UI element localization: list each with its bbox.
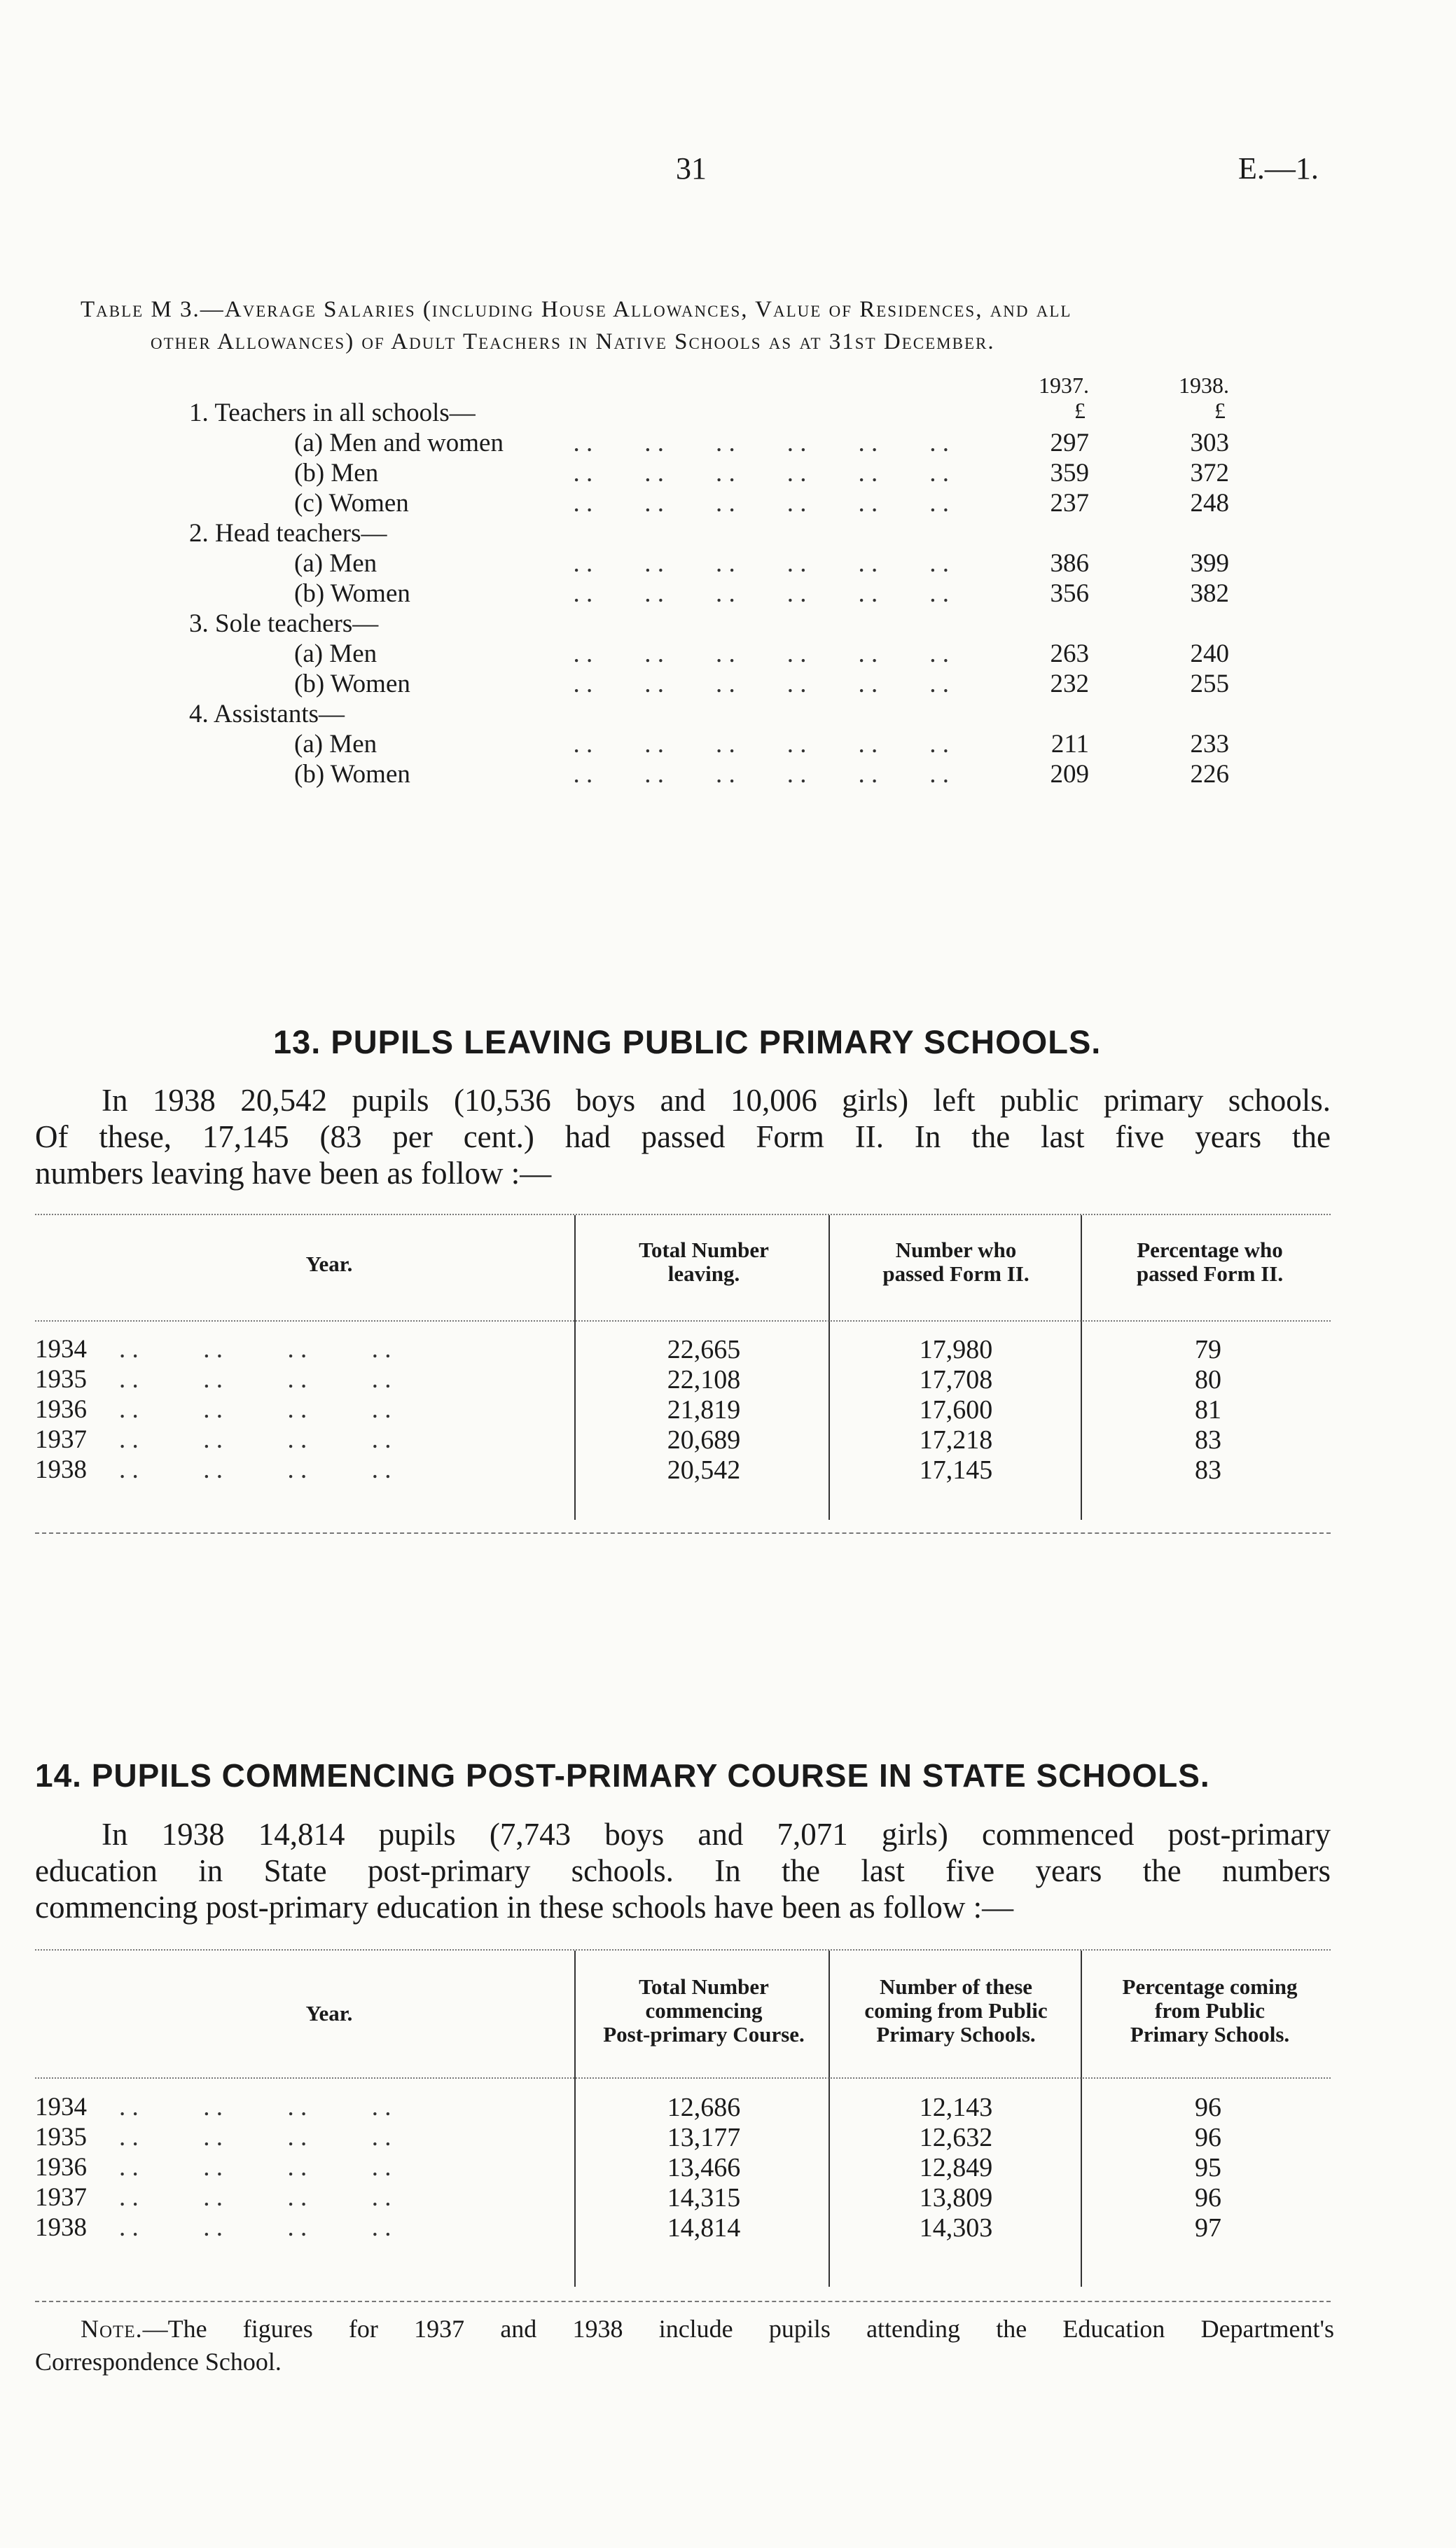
section-14-paragraph <box>35 1816 1331 1925</box>
section-13-para-line2: Of these, 17,145 (83 per cent.) had passed Form II. In the last five years the <box>35 1119 1331 1154</box>
table-m3-value-1938: 248 <box>1190 489 1229 518</box>
table-14-col-total-line1: Total Number <box>639 1974 769 1999</box>
leader-dots: . . . . . . . . . . . . <box>560 429 949 457</box>
table-13-col-passed <box>837 1238 1075 1286</box>
table-row-total: 14,315 <box>667 2183 741 2213</box>
table-row-passed: 17,708 <box>919 1365 993 1394</box>
table-14-col-total-line3: Post-primary Course. <box>603 2022 805 2047</box>
table-m3-group-title: 1. Teachers in all schools— <box>189 399 476 427</box>
table-13-col-total-line2: leaving. <box>667 1261 740 1286</box>
table-13-col-total-line1: Total Number <box>639 1238 769 1262</box>
table-13-col-passed-line1: Number who <box>895 1238 1017 1262</box>
table-13-col-year: Year. <box>305 1252 353 1276</box>
section-13-para-line3: numbers leaving have been as follow :— <box>35 1156 552 1191</box>
table-m3-value-1938: 226 <box>1190 760 1229 789</box>
table-row-total: 22,108 <box>667 1365 741 1394</box>
table-row-total: 21,819 <box>667 1395 741 1425</box>
table-row-total: 14,814 <box>667 2213 741 2243</box>
leader-dots: . . . . . . . . <box>119 1335 391 1364</box>
leader-dots: . . . . . . . . <box>119 2153 391 2182</box>
table-14-divider-3 <box>1081 1951 1082 2287</box>
table-m3-value-1938: 399 <box>1190 549 1229 578</box>
table-m3-value-1937: 297 <box>1050 429 1089 457</box>
table-row-year: 1936 <box>35 2153 87 2182</box>
table-13-col-passed-line2: passed Form II. <box>882 1261 1029 1286</box>
table-m3-value-1938: 372 <box>1190 459 1229 487</box>
section-13-heading: 13. PUPILS LEAVING PUBLIC PRIMARY SCHOOLS. <box>273 1023 1102 1060</box>
table-m3-row-label: (b) Men <box>294 459 379 487</box>
table-14-header-rule <box>35 2077 1331 2079</box>
leader-dots: . . . . . . . . . . . . <box>560 459 949 487</box>
table-row-passed: 17,600 <box>919 1395 993 1425</box>
table-14-col-year: Year. <box>305 2001 353 2026</box>
table-14-col-from-line1: Number of these <box>879 1974 1033 1999</box>
table-m3-value-1937: 211 <box>1051 730 1089 759</box>
table-row-percentage: 83 <box>1195 1425 1221 1455</box>
table-row-percentage: 95 <box>1195 2153 1221 2182</box>
leader-dots: . . . . . . . . . . . . <box>560 489 949 518</box>
table-row-year: 1935 <box>35 2123 87 2152</box>
table-row-total: 13,177 <box>667 2123 741 2152</box>
currency-1937: £ <box>1074 398 1086 423</box>
table-m3-value-1937: 386 <box>1050 549 1089 578</box>
table-m3-row-label: (a) Men <box>294 549 377 578</box>
leader-dots: . . . . . . . . <box>119 2123 391 2152</box>
note-text-line1: —The figures for 1937 and 1938 include pupils attending the Education Department's <box>142 2315 1334 2343</box>
table-row-year: 1937 <box>35 2183 87 2212</box>
table-row-year: 1937 <box>35 1425 87 1454</box>
table-13-top-rule <box>35 1214 1331 1215</box>
table-m3-value-1938: 255 <box>1190 670 1229 698</box>
section-14-para-line1: In 1938 14,814 pupils (7,743 boys and 7,071 girls) commenced post-primary <box>102 1817 1331 1852</box>
table-row-year: 1938 <box>35 1455 87 1484</box>
leader-dots: . . . . . . . . . . . . <box>560 730 949 759</box>
table-row-total: 22,665 <box>667 1335 741 1364</box>
table-row-percentage: 80 <box>1195 1365 1221 1394</box>
table-row-passed: 17,218 <box>919 1425 993 1455</box>
table-m3-value-1937: 232 <box>1050 670 1089 698</box>
table-m3-row-label: (b) Women <box>294 760 410 789</box>
section-13-para-line1: In 1938 20,542 pupils (10,536 boys and 10,006 girls) left public primary schools. <box>102 1083 1331 1118</box>
table-13-col-percentage <box>1089 1238 1331 1286</box>
table-14-col-from-line2: coming from Public <box>864 1998 1048 2023</box>
table-13-header-rule <box>35 1320 1331 1322</box>
table-14-divider-1 <box>574 1951 576 2287</box>
table-m3-row-label: (c) Women <box>294 489 409 518</box>
table-row-year: 1936 <box>35 1395 87 1424</box>
section-14-para-line2: education in State post-primary schools. In the last five years the numbers <box>35 1853 1331 1888</box>
table-14-col-percentage-line3: Primary Schools. <box>1130 2022 1290 2047</box>
table-row-percentage: 97 <box>1195 2213 1221 2243</box>
table-row-from: 14,303 <box>919 2213 993 2243</box>
table-row-passed: 17,145 <box>919 1455 993 1485</box>
leader-dots: . . . . . . . . . . . . <box>560 549 949 578</box>
section-14-heading: 14. PUPILS COMMENCING POST-PRIMARY COURSE IN STATE SCHOOLS. <box>35 1757 1210 1794</box>
table-row-year: 1934 <box>35 2093 87 2121</box>
table-14-bottom-rule <box>35 2301 1331 2302</box>
col-header-1938: 1938. <box>1179 373 1229 398</box>
table-m3-row-label: (a) Men <box>294 730 377 759</box>
leader-dots: . . . . . . . . <box>119 1395 391 1424</box>
table-14-col-percentage <box>1089 1975 1331 2047</box>
table-row-percentage: 81 <box>1195 1395 1221 1425</box>
table-14-col-percentage-line1: Percentage coming <box>1122 1974 1298 1999</box>
table-m3-caption-line2: other Allowances) of Adult Teachers in Native Schools as at 31st December. <box>151 329 995 354</box>
table-14-col-total-line2: commencing <box>645 1998 763 2023</box>
table-m3-value-1937: 356 <box>1050 579 1089 608</box>
note-label: Note. <box>81 2315 143 2343</box>
table-m3-value-1938: 233 <box>1190 730 1229 759</box>
table-13-divider-1 <box>574 1215 576 1520</box>
table-m3-row-label: (a) Men <box>294 639 377 668</box>
table-row-percentage: 96 <box>1195 2183 1221 2213</box>
table-m3-value-1937: 359 <box>1050 459 1089 487</box>
table-m3-value-1938: 382 <box>1190 579 1229 608</box>
table-row-percentage: 79 <box>1195 1335 1221 1364</box>
table-row-from: 12,632 <box>919 2123 993 2152</box>
table-13-bottom-rule <box>35 1532 1331 1534</box>
leader-dots: . . . . . . . . <box>119 2213 391 2242</box>
table-row-percentage: 96 <box>1195 2093 1221 2122</box>
table-row-year: 1938 <box>35 2213 87 2242</box>
note-line2: Correspondence School. <box>35 2348 282 2376</box>
table-13-divider-3 <box>1081 1215 1082 1520</box>
table-row-percentage: 96 <box>1195 2123 1221 2152</box>
table-row-year: 1934 <box>35 1335 87 1364</box>
table-row-total: 12,686 <box>667 2093 741 2122</box>
table-row-total: 13,466 <box>667 2153 741 2182</box>
table-14-col-total <box>581 1975 826 2047</box>
document-reference: E.—1. <box>1238 151 1319 186</box>
note-line1 <box>81 2313 1334 2345</box>
currency-1938: £ <box>1214 398 1226 423</box>
leader-dots: . . . . . . . . <box>119 1425 391 1454</box>
col-header-1937: 1937. <box>1039 373 1089 398</box>
table-m3-value-1937: 237 <box>1050 489 1089 518</box>
leader-dots: . . . . . . . . . . . . <box>560 670 949 698</box>
table-row-percentage: 83 <box>1195 1455 1221 1485</box>
table-m3-caption-line1: Table M 3.—Average Salaries (including House Allowances, Value of Residences, and all <box>81 297 1072 322</box>
section-13-paragraph <box>35 1082 1331 1191</box>
leader-dots: . . . . . . . . . . . . <box>560 579 949 608</box>
table-m3-row-label: (b) Women <box>294 670 410 698</box>
table-row-year: 1935 <box>35 1365 87 1394</box>
table-14-col-percentage-line2: from Public <box>1155 1998 1265 2023</box>
table-13-col-total <box>585 1238 823 1286</box>
table-m3-value-1937: 263 <box>1050 639 1089 668</box>
table-m3-row-label: (a) Men and women <box>294 429 504 457</box>
leader-dots: . . . . . . . . . . . . <box>560 760 949 789</box>
table-m3-group-title: 4. Assistants— <box>189 700 345 728</box>
page-number: 31 <box>676 151 707 186</box>
leader-dots: . . . . . . . . <box>119 2093 391 2121</box>
table-row-total: 20,689 <box>667 1425 741 1455</box>
table-13-col-percentage-line2: passed Form II. <box>1136 1261 1284 1286</box>
table-m3-row-label: (b) Women <box>294 579 410 608</box>
leader-dots: . . . . . . . . <box>119 1365 391 1394</box>
leader-dots: . . . . . . . . . . . . <box>560 639 949 668</box>
table-13-col-percentage-line1: Percentage who <box>1137 1238 1283 1262</box>
table-14-divider-2 <box>828 1951 830 2287</box>
table-m3-value-1938: 240 <box>1190 639 1229 668</box>
table-13-divider-2 <box>828 1215 830 1520</box>
table-m3-group-title: 3. Sole teachers— <box>189 609 379 638</box>
leader-dots: . . . . . . . . <box>119 1455 391 1484</box>
table-14-col-from <box>833 1975 1079 2047</box>
table-m3-value-1938: 303 <box>1190 429 1229 457</box>
table-row-from: 12,143 <box>919 2093 993 2122</box>
table-m3-value-1937: 209 <box>1050 760 1089 789</box>
table-row-from: 13,809 <box>919 2183 993 2213</box>
table-row-from: 12,849 <box>919 2153 993 2182</box>
table-14-top-rule <box>35 1949 1331 1951</box>
table-row-passed: 17,980 <box>919 1335 993 1364</box>
table-row-total: 20,542 <box>667 1455 741 1485</box>
table-14-col-from-line3: Primary Schools. <box>876 2022 1036 2047</box>
table-m3-group-title: 2. Head teachers— <box>189 519 387 548</box>
leader-dots: . . . . . . . . <box>119 2183 391 2212</box>
section-14-para-line3: commencing post-primary education in these schools have been as follow :— <box>35 1890 1014 1925</box>
